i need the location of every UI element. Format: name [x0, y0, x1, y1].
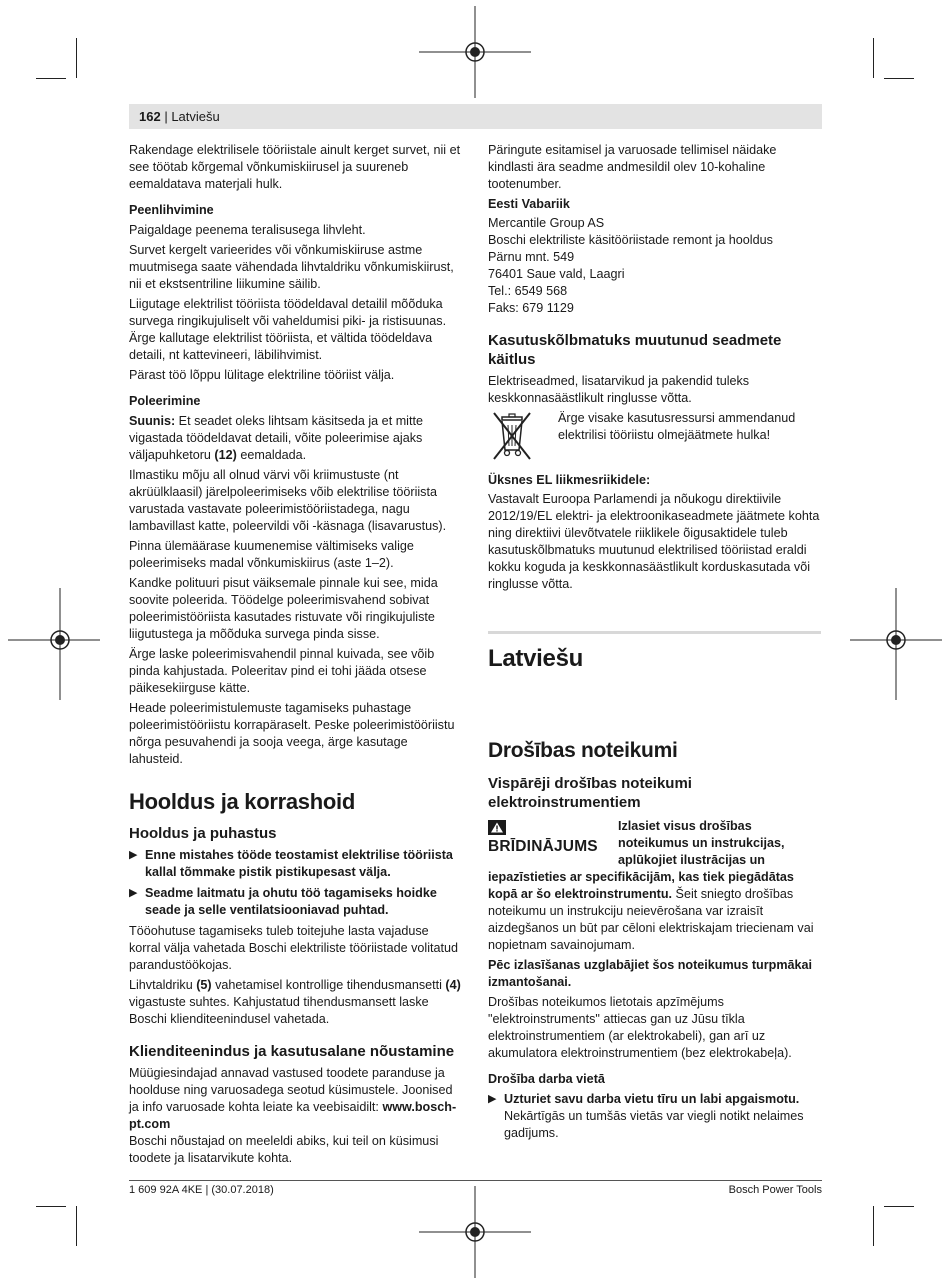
- right-column: [488, 142, 821, 1146]
- text-run: vahetamisel kontrollige tihendusmansetti: [211, 978, 446, 992]
- note-label: Suunis:: [129, 414, 176, 428]
- warning-label: BRĪDINĀJUMS: [488, 838, 598, 855]
- triangle-bullet-icon: ▶: [129, 849, 138, 861]
- address-line: Faks: 679 1129: [488, 301, 574, 315]
- crossed-out-wheelie-bin-icon: [488, 410, 538, 462]
- registration-mark-icon: [419, 1186, 531, 1278]
- left-column: [129, 142, 462, 1170]
- polishing-p3: Pinna ülemäärase kuumenemise vältimiseks valige poleerimiseks madal võnkumiskiirus (aste 1–2).: [129, 539, 414, 570]
- warning-block: [488, 818, 821, 954]
- footer-doc-code: 1 609 92A 4KE | (30.07.2018): [129, 1184, 274, 1196]
- polishing-p1-end: eemaldada.: [236, 448, 307, 462]
- page-header: [139, 108, 220, 125]
- page-header-band: [129, 104, 822, 129]
- address-block: [488, 215, 821, 317]
- list-item: [488, 1091, 821, 1142]
- weee-notice: [488, 410, 821, 462]
- registration-mark-icon: [850, 588, 942, 700]
- polishing-heading: Poleerimine: [129, 394, 201, 408]
- part-ref: (4): [445, 978, 461, 992]
- warning-badge: [488, 818, 610, 857]
- crop-mark: [873, 38, 874, 78]
- safety-heading: Drošības noteikumi: [488, 739, 678, 762]
- fine-sanding-p2: Survet kergelt varieerides või võnkumiskiiruse astme muutmisega saate vähendada lihvtaldriku võnkumiskiirust, nii et ekstsentriline liikumine säilib.: [129, 243, 454, 291]
- text-run: Müügiesindajad annavad vastused toodete paranduse ja hoolduse ning varuosadega seotud küsimustele. Joonised ja info varuosade kohta leiate ka veebisaidilt:: [129, 1066, 453, 1114]
- fine-sanding-p1: Paigaldage peenema teralisusega lihvleht.: [129, 223, 366, 237]
- warning-bold-text: Izlasiet visus drošības noteikumus un instrukcijas, aplūkojiet ilustrācijas un iepazīstieties ar specifikācijām, kas tiek piegādātas kopā ar šo elektroinstrumentu.: [488, 819, 794, 901]
- warning-text: Šeit sniegto drošības noteikumu un instrukciju neievērošana var izraisīt aizdegšanos un būt par cēloni elektriskajam triecienam vai nopietnam savainojumam.: [488, 887, 814, 952]
- service-p1: [129, 1065, 462, 1133]
- maintenance-heading: Hooldus ja korrashoid: [129, 789, 355, 814]
- bullet-text: Seadme laitmatu ja ohutu töö tagamiseks hoidke seade ja selle ventilatsiooniavad puhtad.: [145, 886, 437, 917]
- keep-instructions-note: Pēc izlasīšanas uzglabājiet šos noteikumus turpmākai izmantošanai.: [488, 958, 813, 989]
- text-run: Lihvtaldriku: [129, 978, 197, 992]
- fine-sanding-p3: Liigutage elektrilist tööriista töödeldaval detailil mõõduka survega ringikujuliselt või vaheldumisi piki- ja ristisuunas. Ärge kallutage elektrilist tööriista, et vältida töödeldava detaili, nt kattevineeri, läbilihvimist.: [129, 297, 447, 362]
- warning-triangle-icon: [488, 820, 506, 835]
- crop-mark: [884, 1206, 914, 1207]
- bullet-text: Enne mistahes tööde teostamist elektrilise tööriista kallal tõmmake pistik pistikupesast välja.: [145, 848, 453, 879]
- eu-heading: Üksnes EL liikmesriikidele:: [488, 473, 651, 487]
- polishing-p5: Ärge laske poleerimisvahendil pinnal kuivada, see võib pinda kahjustada. Poleeritav pind ei tohi jääda otsese päikesekiirguse kätte.: [129, 647, 435, 695]
- website-link[interactable]: www.bosch-pt.com: [129, 1100, 457, 1131]
- list-item: [129, 847, 462, 881]
- footer-rule: [129, 1180, 822, 1181]
- disposal-p1: Elektriseadmed, lisatarvikud ja pakendid tuleks keskkonnasäästlikult ringlusse võtta.: [488, 374, 750, 405]
- country-heading: Eesti Vabariik: [488, 197, 570, 211]
- page-number: 162: [139, 109, 161, 124]
- crop-mark: [884, 78, 914, 79]
- fine-sanding-heading: Peenlihvimine: [129, 203, 214, 217]
- polishing-p1-text: Et seadet oleks lihtsam käsitseda ja et mitte vigastada töödeldavat detaili, võite poleerimise ajaks väljapuhketoru: [129, 414, 423, 462]
- footer-brand: Bosch Power Tools: [728, 1184, 822, 1196]
- part-ref: (5): [196, 978, 212, 992]
- maintenance-p2: [129, 977, 462, 1028]
- crop-mark: [36, 78, 66, 79]
- triangle-bullet-icon: ▶: [129, 887, 138, 899]
- address-line: Boschi elektriliste käsitööriistade remont ja hooldus: [488, 233, 773, 247]
- workplace-heading: Drošība darba vietā: [488, 1072, 605, 1086]
- triangle-bullet-icon: ▶: [488, 1093, 497, 1105]
- definition-paragraph: Drošības noteikumos lietotais apzīmējums "elektroinstruments" attiecas gan uz Jūsu tīkla elektroinstrumentiem (ar elektrokabeli), gan arī uz akumulatora elektroinstrumentiem (bez elektrokabeļa).: [488, 995, 792, 1060]
- weee-text: Ärge visake kasutusressursi ammendanud elektrilisi tööriistu olmejäätmete hulka!: [558, 411, 796, 442]
- address-line: Mercantile Group AS: [488, 216, 605, 230]
- address-line: Pärnu mnt. 549: [488, 250, 575, 264]
- registration-mark-icon: [419, 6, 531, 98]
- eu-paragraph: Vastavalt Euroopa Parlamendi ja nõukogu direktiivile 2012/19/EL elektri- ja elektroonikaseadmete jäätmete kohta ning direktiivi ülevõtvatele riiklikele õigusaktidele tuleb kasutuskõlbmatuks muutunud elektrilised tööriistad eraldi kokku koguda ja keskkonnasäästlikult korduskasutada või ringlusse võtta.: [488, 492, 820, 591]
- crop-mark: [76, 38, 77, 78]
- bullet-detail: Nekārtīgās un tumšās vietās var viegli notikt nelaimes gadījums.: [504, 1109, 804, 1140]
- fine-sanding-p4: Pärast töö lõppu lülitage elektriline tööriist välja.: [129, 368, 395, 382]
- polishing-p6: Heade poleerimistulemuste tagamiseks puhastage poleerimistööriistu korrapäraselt. Peske poleerimistööriistu nõrga pesuvahendi ja sooja veega, ärge kasutage lahusteid.: [129, 701, 455, 766]
- service-heading: Klienditeenindus ja kasutusalane nõustamine: [129, 1043, 455, 1060]
- registration-mark-icon: [8, 588, 100, 700]
- crop-mark: [873, 1206, 874, 1246]
- maintenance-p1: Tööohutuse tagamiseks tuleb toitejuhe lasta vajaduse korral välja vahetada Boschi elektriliste tööriistade volitatud parandustöökojas.: [129, 924, 459, 972]
- general-safety-heading: Vispārēji drošības noteikumi elektroinstrumentiem: [488, 775, 692, 811]
- crop-mark: [76, 1206, 77, 1246]
- polishing-p1: [129, 413, 462, 464]
- order-note: Päringute esitamisel ja varuosade tellimisel näidake kindlasti ära seadme andmesildil olev 10-kohaline tootenumber.: [488, 143, 777, 191]
- bullet-text: Uzturiet savu darba vietu tīru un labi apgaismotu.: [504, 1092, 800, 1106]
- intro-paragraph: Rakendage elektrilisele tööriistale ainult kerget survet, nii et see töötab kõrgemal võnkumiskiirusel ja suureneb eemaldatava materjali hulk.: [129, 143, 461, 191]
- section-divider: [488, 631, 821, 634]
- disposal-heading: Kasutuskõlbmatuks muutunud seadmete käitlus: [488, 332, 782, 368]
- address-line: 76401 Saue vald, Laagri: [488, 267, 625, 281]
- address-line: Tel.: 6549 568: [488, 284, 568, 298]
- polishing-p2: Ilmastiku mõju all olnud värvi või kriimustuste (nt akrüülklaasil) järelpoleerimiseks võib elektrilise tööriista varustada vastavate poleerimistööriistadega, nagu lambavillast katte, poleervildi või -käsnaga (lisavarustus).: [129, 468, 447, 533]
- service-p2: Boschi nõustajad on meeleldi abiks, kui teil on küsimusi toodete ja lisatarvikute kohta.: [129, 1134, 439, 1165]
- list-item: [129, 885, 462, 919]
- crop-mark: [36, 1206, 66, 1207]
- header-separator: |: [160, 109, 172, 124]
- header-language: Latviešu: [171, 109, 220, 124]
- language-heading: Latviešu: [488, 645, 583, 672]
- polishing-p4: Kandke polituuri pisut väiksemale pinnale kui see, mida soovite poleerida. Töödelge poleerimisvahend sobivat poleerimistööriista kasutades ristuvate või ringikujuliste liigutustega ja mõõduka survega pinda sisse.: [129, 576, 438, 641]
- cleaning-heading: Hooldus ja puhastus: [129, 825, 277, 842]
- text-run: vigastuste suhtes. Kahjustatud tihendusmansett laske Boschi klienditeenindusel vahetada.: [129, 995, 429, 1026]
- part-ref: (12): [214, 448, 237, 462]
